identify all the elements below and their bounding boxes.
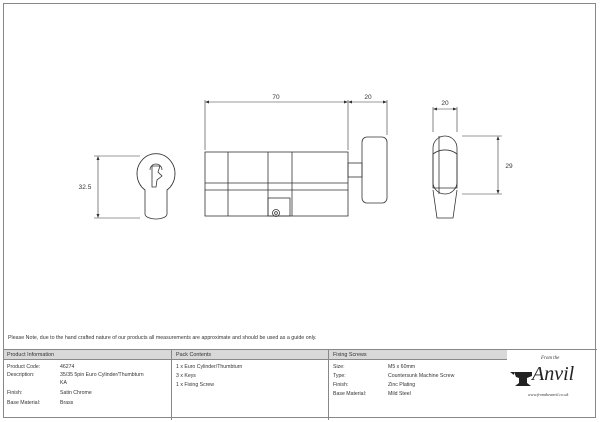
- row-value: 46274: [60, 364, 75, 370]
- brand-logo: [506, 350, 597, 420]
- row-value: Countersunk Machine Screw: [388, 373, 455, 379]
- row-value: 35/35 5pin Euro Cylinder/Thumbturn: [60, 372, 144, 378]
- row-label: Type:: [333, 373, 346, 379]
- product-information-panel: [3, 350, 171, 420]
- row-label: Base Material:: [333, 391, 367, 397]
- row-value: M5 x 60mm: [388, 364, 416, 370]
- row-label: Product Code:: [7, 364, 41, 370]
- dimension-length-70: 70: [272, 94, 280, 101]
- row-label: Description:: [7, 372, 35, 378]
- pack-contents-panel: [171, 350, 329, 420]
- cylinder-front-profile: [137, 154, 175, 219]
- row-value: Brass: [60, 400, 74, 406]
- row-label: Base Material:: [7, 400, 41, 406]
- pack-item: 1 x Fixing Screw: [176, 382, 215, 388]
- logo-from-text: From the: [541, 356, 560, 361]
- row-value: Zinc Plating: [388, 382, 416, 388]
- pack-item: 1 x Euro Cylinder/Thumbturn: [176, 364, 243, 370]
- fixing-screws-panel: [328, 350, 507, 420]
- dimension-profile-height: 32.5: [78, 184, 92, 191]
- pack-contents-heading: Pack Contents: [172, 350, 329, 360]
- row-label: Size:: [333, 364, 345, 370]
- row-value: Satin Chrome: [60, 390, 92, 396]
- thumbturn-end-view: [433, 136, 457, 218]
- dimension-length-20: 20: [364, 94, 372, 101]
- product-information-heading: Product Information: [3, 350, 171, 360]
- info-table: [3, 349, 597, 420]
- row-value: KA: [60, 380, 67, 386]
- logo-url: www.fromtheanvil.co.uk: [528, 392, 569, 397]
- row-label: Finish:: [333, 382, 349, 388]
- logo-wordmark: Anvil: [532, 363, 575, 385]
- pack-item: 3 x Keys: [176, 373, 196, 379]
- disclaimer-note: Please Note, due to the hand crafted nature of our products all measurements are approximate and should be used as a guide only.: [8, 335, 317, 341]
- dimension-lines: [94, 100, 502, 218]
- dimension-thumbturn-width: 20: [441, 100, 449, 107]
- cylinder-side-view: [205, 137, 387, 217]
- row-label: Finish:: [7, 390, 23, 396]
- row-value: Mild Steel: [388, 391, 411, 397]
- fixing-screws-heading: Fixing Screws: [329, 350, 507, 360]
- dimension-thumbturn-height: 29: [505, 163, 513, 170]
